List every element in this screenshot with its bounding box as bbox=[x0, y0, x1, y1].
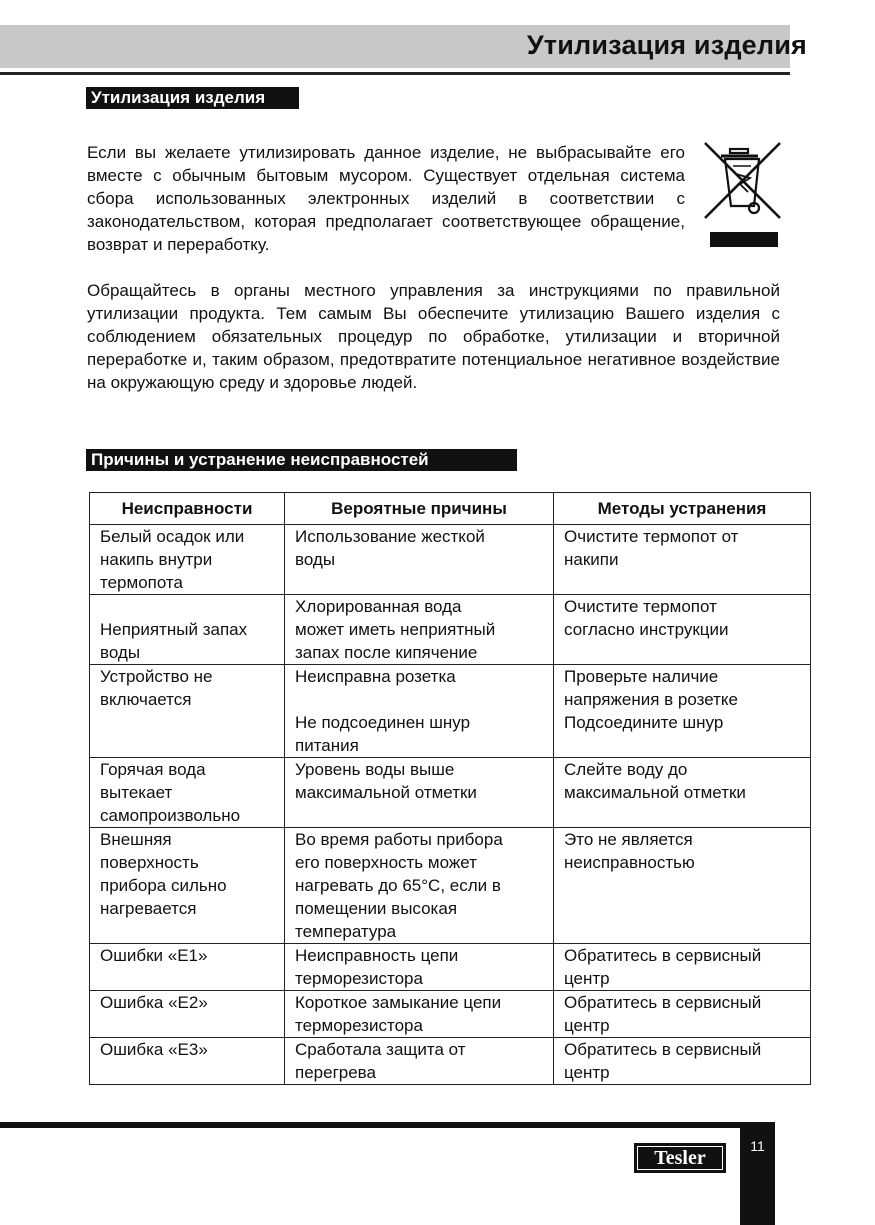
footer-divider bbox=[0, 1122, 775, 1128]
fault-cell: Внешняя поверхность прибора сильно нагревается bbox=[90, 828, 285, 944]
cause-cell: Короткое замыкание цепи терморезистора bbox=[285, 991, 554, 1038]
page-number: 11 bbox=[750, 1138, 765, 1154]
table-row bbox=[90, 665, 811, 758]
disposal-paragraph-1: Если вы желаете утилизировать данное изделие, не выбрасывайте его вместе с обычным бытовым мусором. Существует отдельная система сбора использованных электронных изделий в соответствии с законодательством, которая предполагает соответствующее обращение, возврат и переработку. bbox=[87, 143, 685, 254]
table-row bbox=[90, 828, 811, 944]
table-row bbox=[90, 944, 811, 991]
weee-marking-bar bbox=[710, 232, 778, 247]
remedy-cell: Очистите термопот от накипи bbox=[554, 525, 811, 595]
remedy-cell: Очистите термопот согласно инструкции bbox=[554, 595, 811, 665]
fault-cell: Горячая вода вытекает самопроизвольно bbox=[90, 758, 285, 828]
column-header-faults: Неисправности bbox=[90, 493, 285, 525]
cause-cell: Использование жесткой воды bbox=[285, 525, 554, 595]
remedy-cell: Слейте воду до максимальной отметки bbox=[554, 758, 811, 828]
fault-cell: Ошибка «Е3» bbox=[90, 1038, 285, 1085]
troubleshooting-table bbox=[89, 492, 811, 1085]
crossed-out-wheelie-bin-icon bbox=[700, 138, 786, 223]
section-heading-disposal: Утилизация изделия bbox=[86, 87, 299, 109]
remedy-cell: Обратитесь в сервисный центр bbox=[554, 944, 811, 991]
fault-cell: Ошибки «Е1» bbox=[90, 944, 285, 991]
table-row bbox=[90, 525, 811, 595]
table-row bbox=[90, 758, 811, 828]
cause-cell: Уровень воды выше максимальной отметки bbox=[285, 758, 554, 828]
cause-cell: Хлорированная вода может иметь неприятный запах после кипячение bbox=[285, 595, 554, 665]
table-row bbox=[90, 1038, 811, 1085]
table-header-row bbox=[90, 493, 811, 525]
remedy-cell: Это не является неисправностью bbox=[554, 828, 811, 944]
table-row bbox=[90, 991, 811, 1038]
brand-logo: Tesler bbox=[634, 1143, 726, 1173]
cause-cell: Сработала защита от перегрева bbox=[285, 1038, 554, 1085]
fault-cell: Неприятный запах воды bbox=[90, 595, 285, 665]
cause-cell: Неисправна розетка Не подсоединен шнур питания bbox=[285, 665, 554, 758]
column-header-remedies: Методы устранения bbox=[554, 493, 811, 525]
remedy-cell: Обратитесь в сервисный центр bbox=[554, 991, 811, 1038]
header-divider bbox=[0, 72, 790, 75]
disposal-paragraph-2: Обращайтесь в органы местного управления за инструкциями по правильной утилизации продукта. Тем самым Вы обеспечите утилизацию Вашего изделия с соблюдением обязательных процедур по обработке, утилизации и вторичной переработке и, таким образом, предотвратите потенциальное негативное воздействие на окружающую среду и здоровье людей. bbox=[87, 281, 780, 392]
remedy-cell: Обратитесь в сервисный центр bbox=[554, 1038, 811, 1085]
remedy-cell: Проверьте наличие напряжения в розетке Подсоедините шнур bbox=[554, 665, 811, 758]
column-header-causes: Вероятные причины bbox=[285, 493, 554, 525]
cause-cell: Неисправность цепи терморезистора bbox=[285, 944, 554, 991]
fault-cell: Ошибка «Е2» bbox=[90, 991, 285, 1038]
fault-cell: Белый осадок или накипь внутри термопота bbox=[90, 525, 285, 595]
cause-cell: Во время работы прибора его поверхность может нагревать до 65°С, если в помещении высокая температура bbox=[285, 828, 554, 944]
section-heading-troubleshooting: Причины и устранение неисправностей bbox=[86, 449, 517, 471]
table-row bbox=[90, 595, 811, 665]
page-title: Утилизация изделия bbox=[526, 30, 807, 60]
fault-cell: Устройство не включается bbox=[90, 665, 285, 758]
